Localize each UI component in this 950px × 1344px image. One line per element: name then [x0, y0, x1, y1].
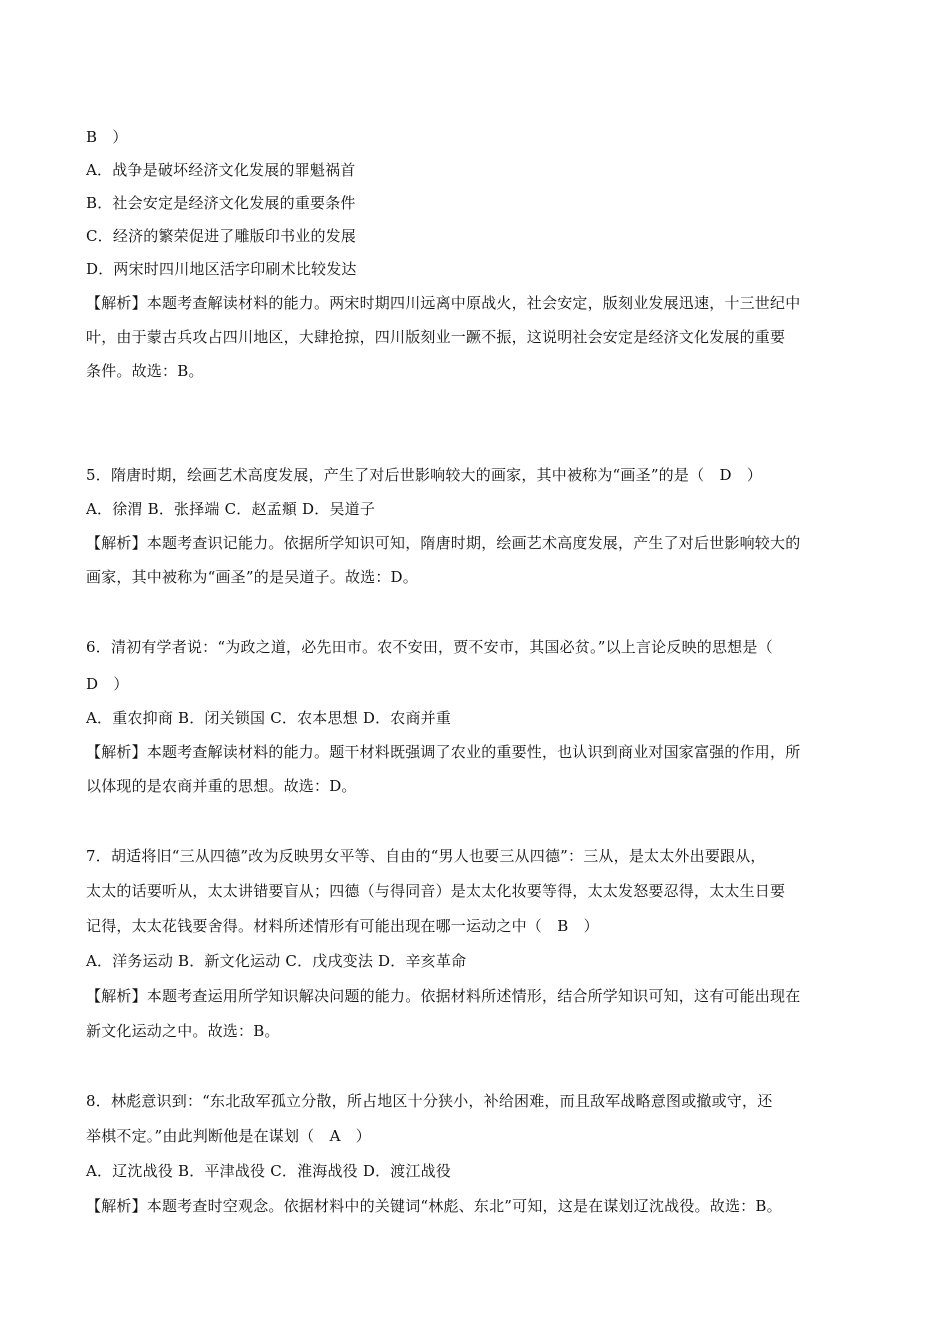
question-7: 记得，太太花钱要舍得。材料所述情形有可能出现在哪一运动之中（ B ）	[86, 917, 599, 935]
analysis-line: 【解析】本题考查运用所学知识解决问题的能力。依据材料所述情形，结合所学知识可知，这有可能出现在	[86, 987, 801, 1005]
option-b: B．社会安定是经济文化发展的重要条件	[86, 194, 356, 212]
analysis-line: 【解析】本题考查识记能力。依据所学知识可知，隋唐时期，绘画艺术高度发展，产生了对后世影响较大的	[86, 534, 801, 552]
question-5-options: A．徐渭 B．张择端 C．赵孟頫 D．吴道子	[86, 500, 376, 518]
question-6: 6．清初有学者说：“为政之道，必先田市。农不安田，贾不安市，其国必贫。”以上言论反映的思想是（	[86, 638, 773, 656]
analysis-line: 以体现的是农商并重的思想。故选：D。	[86, 777, 357, 795]
option-c: C．经济的繁荣促进了雕版印书业的发展	[86, 227, 357, 245]
analysis-line: 【解析】本题考查时空观念。依据材料中的关键词“林彪、东北”可知，这是在谋划辽沈战役。故选：B。	[86, 1197, 782, 1215]
analysis-line: 画家，其中被称为“画圣”的是吴道子。故选：D。	[86, 568, 418, 586]
analysis-line: 叶，由于蒙古兵攻占四川地区，大肆抢掠，四川版刻业一蹶不振，这说明社会安定是经济文化发展的重要	[86, 328, 786, 346]
question-8-options: A．辽沈战役 B．平津战役 C．淮海战役 D．渡江战役	[86, 1162, 452, 1180]
question-8: 举棋不定。”由此判断他是在谋划（ A ）	[86, 1127, 372, 1145]
answer-fragment: B ）	[86, 128, 128, 146]
question-7: 太太的话要听从，太太讲错要盲从；四德（与得同音）是太太化妆要等得，太太发怒要忍得，太太生日要	[86, 882, 786, 900]
analysis-line: 条件。故选：B。	[86, 362, 204, 380]
question-6-options: A．重农抑商 B．闭关锁国 C．农本思想 D．农商并重	[86, 709, 452, 727]
option-a: A．战争是破坏经济文化发展的罪魁祸首	[86, 161, 356, 179]
option-d: D．两宋时四川地区活字印刷术比较发达	[86, 260, 357, 278]
analysis-line: 新文化运动之中。故选：B。	[86, 1022, 280, 1040]
question-8: 8．林彪意识到：“东北敌军孤立分散，所占地区十分狭小，补给困难，而且敌军战略意图或撤或守，还	[86, 1092, 773, 1110]
question-6-answer: D ）	[86, 675, 129, 693]
question-7: 7．胡适将旧“三从四德”改为反映男女平等、自由的“男人也要三从四德”：三从，是太太外出要跟从，	[86, 847, 766, 865]
question-7-options: A．洋务运动 B．新文化运动 C．戊戌变法 D．辛亥革命	[86, 952, 467, 970]
question-5: 5．隋唐时期，绘画艺术高度发展，产生了对后世影响较大的画家，其中被称为“画圣”的是（ D ）	[86, 466, 763, 484]
analysis-line: 【解析】本题考查解读材料的能力。题干材料既强调了农业的重要性，也认识到商业对国家富强的作用，所	[86, 743, 801, 761]
analysis-line: 【解析】本题考查解读材料的能力。两宋时期四川远离中原战火，社会安定，版刻业发展迅速，十三世纪中	[86, 294, 801, 312]
